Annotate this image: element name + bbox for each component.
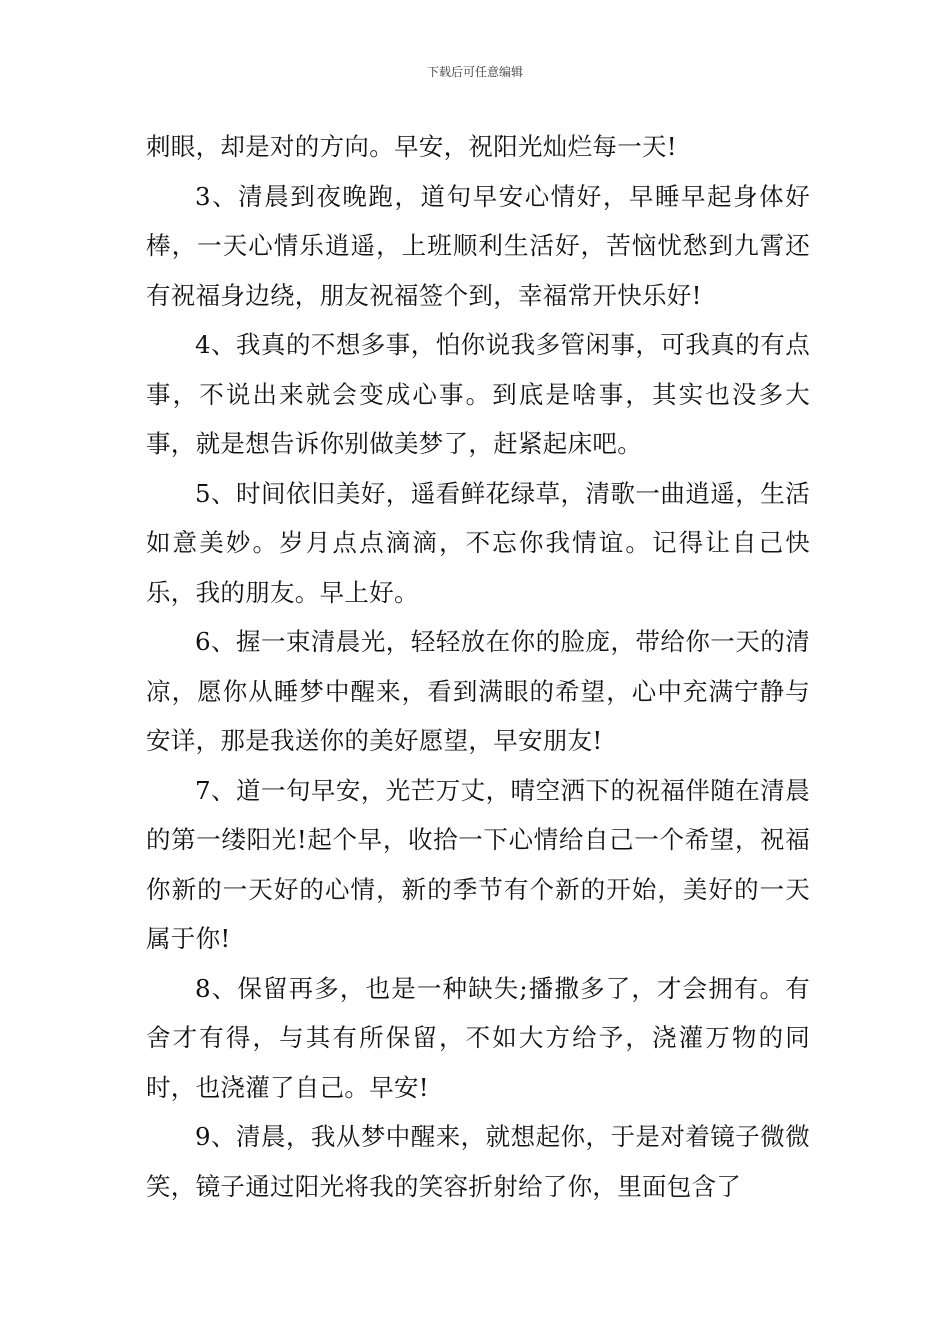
paragraph-3: 4、我真的不想多事，怕你说我多管闲事，可我真的有点事，不说出来就会变成心事。到底是啥事，其实也没多大事，就是想告诉你别做美梦了，赶紧起床吧。: [146, 330, 810, 458]
paragraph-8: 9、清晨，我从梦中醒来，就想起你，于是对着镜子微微笑，镜子通过阳光将我的笑容折射给了你，里面包含了: [146, 1122, 810, 1201]
paragraph-1: 刺眼，却是对的方向。早安，祝阳光灿烂每一天!: [146, 132, 677, 161]
paragraph-7: 8、保留再多，也是一种缺失;播撒多了，才会拥有。有舍才有得，与其有所保留，不如大方给予，浇灌万物的同时，也浇灌了自己。早安!: [146, 973, 810, 1102]
paragraph-4: 5、时间依旧美好，遥看鲜花绿草，清歌一曲逍遥，生活如意美妙。岁月点点滴滴，不忘你我情谊。记得让自己快乐，我的朋友。早上好。: [146, 478, 810, 607]
paragraph-5: 6、握一束清晨光，轻轻放在你的脸庞，带给你一天的清凉，愿你从睡梦中醒来，看到满眼的希望，心中充满宁静与安详，那是我送你的美好愿望，早安朋友!: [146, 627, 810, 755]
paragraph-6: 7、道一句早安，光芒万丈，晴空洒下的祝福伴随在清晨的第一缕阳光!起个早，收拾一下心情给自己一个希望，祝福你新的一天好的心情，新的季节有个新的开始，美好的一天属于你!: [146, 775, 810, 953]
document-body: [146, 122, 810, 1211]
page-header: 下载后可任意编辑: [426, 65, 523, 79]
paragraph-2: 3、清晨到夜晚跑，道句早安心情好，早睡早起身体好棒，一天心情乐逍遥，上班顺利生活好，苦恼忧愁到九霄还有祝福身边绕，朋友祝福签个到，幸福常开快乐好!: [146, 181, 810, 310]
